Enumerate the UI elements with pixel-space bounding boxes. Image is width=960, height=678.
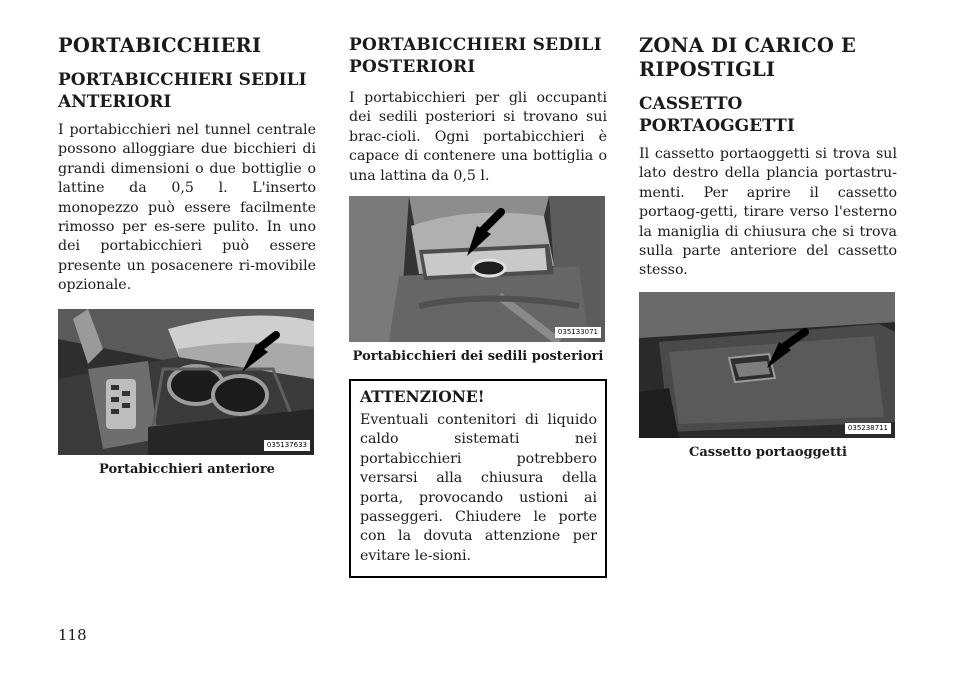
figure-code: 035137633 [264, 440, 310, 451]
body-text: I portabicchieri nel tunnel centrale possono alloggiare due bicchieri di grandi dimensioni o due bottiglie o lattine da 0,5 l. L'inserto monopezzo può essere facilmente rimosso per es-sere pulito. In uno dei portabicchieri può essere presente un posacenere ri-movibile opzionale. [58, 122, 316, 294]
subsection-title: CASSETTO PORTAOGGETTI [639, 94, 795, 136]
front-cupholder-figure [58, 309, 314, 455]
warning-text: Eventuali contenitori di liquido caldo sistemati nei portabicchieri potrebbero versarsi alla chiusura della porta, provocando ustioni ai passeggeri. Chiudere le porte con la dovuta attenzione per evitare le-sioni. [360, 412, 597, 564]
column-1 [58, 34, 316, 478]
body-text: I portabicchieri per gli occupanti dei sedili posteriori si trovano sui brac-cioli. Ogni portabicchieri è capace di contenere una bottiglia o una lattina da 0,5 l. [349, 90, 607, 184]
rear-cupholder-figure [349, 196, 605, 342]
warning-box [349, 379, 607, 578]
column-3 [639, 34, 897, 461]
section-title: PORTABICCHIERI SEDILI POSTERIORI [349, 35, 602, 77]
subsection-title: PORTABICCHIERI SEDILI ANTERIORI [58, 70, 307, 112]
front-cupholder-image [58, 309, 314, 455]
page-number: 118 [58, 626, 87, 644]
glovebox-figure [639, 292, 895, 438]
section-title: PORTABICCHIERI [58, 34, 262, 57]
figure-caption: Cassetto portaoggetti [689, 444, 847, 460]
figure-caption: Portabicchieri anteriore [99, 461, 275, 477]
figure-caption: Portabicchieri dei sedili posteriori [352, 349, 604, 365]
column-2 [349, 34, 607, 578]
glovebox-image [639, 292, 895, 438]
section-title: ZONA DI CARICO E RIPOSTIGLI [639, 34, 857, 81]
warning-title: ATTENZIONE! [360, 387, 485, 407]
rear-cupholder-image [349, 196, 605, 342]
body-text: Il cassetto portaoggetti si trova sul lato destro della plancia portastru-menti. Per aprire il cassetto portaog-getti, tirare verso l'esterno la maniglia di chiusura che si trova sulla parte anteriore del cassetto stesso. [639, 146, 897, 279]
figure-code: 035133071 [555, 327, 601, 338]
figure-code: 035238711 [845, 423, 891, 434]
